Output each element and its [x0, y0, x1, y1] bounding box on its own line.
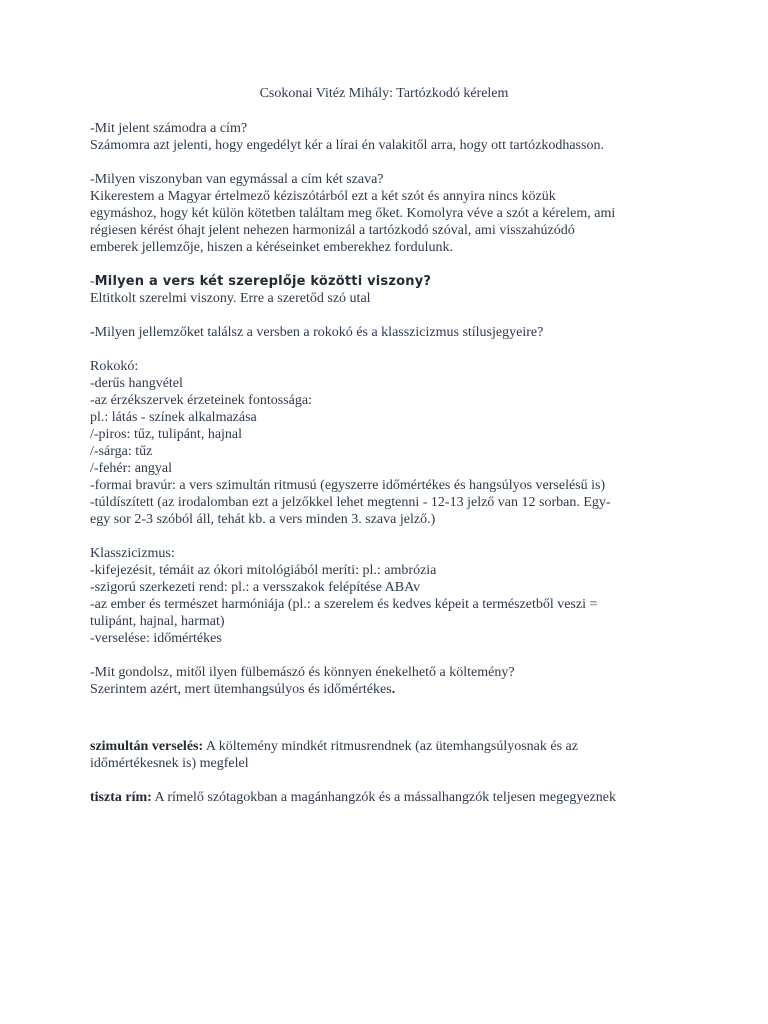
question-block-1	[90, 120, 690, 154]
document-body	[90, 120, 690, 806]
list-item: -az érzékszervek érzeteinek fontossága:	[90, 393, 312, 408]
question-1: -Mit jelent számodra a cím?	[90, 121, 248, 136]
list-item: egy sor 2-3 szóból áll, tehát kb. a vers minden 3. szava jelző.)	[90, 512, 436, 527]
klasszicizmus-heading: Klasszicizmus:	[90, 546, 175, 561]
question-4-text: Milyen jellemzőket találsz a versben a rokokó és a klasszicizmus stílusjegyeire?	[94, 325, 544, 340]
answer-5-text: Szerintem azért, mert ütemhangsúlyos és időmértékes	[90, 682, 392, 697]
list-item: -túldíszített (az irodalomban ezt a jelzőkkel lehet megtenni - 12-13 jelző van 12 sorban. Egy-	[90, 495, 611, 510]
answer-2-line-2: egymáshoz, hogy két külön kötetben találtam meg őket. Komolyra véve a szót a kérelem, ami	[90, 206, 616, 221]
question-5: -Mit gondolsz, mitől ilyen fülbemászó és könnyen énekelhető a költemény?	[90, 665, 515, 680]
list-item: /-piros: tűz, tulipánt, hajnal	[90, 427, 243, 442]
question-3-text: Milyen a vers két szereplője közötti viszony?	[94, 274, 432, 289]
list-item: -formai bravúr: a vers szimultán ritmusú (egyszerre időmértékes és hangsúlyos verselésű is)	[90, 478, 606, 493]
list-item: pl.: látás - színek alkalmazása	[90, 410, 257, 425]
list-item: -szigorú szerkezeti rend: pl.: a versszakok felépítése ABAv	[90, 580, 421, 595]
answer-2-line-4: emberek jellemzője, hiszen a kéréseinket emberekhez fordulunk.	[90, 240, 454, 255]
definition-text: A költemény mindkét ritmusrendnek (az ütemhangsúlyosnak és az	[203, 739, 578, 754]
list-item: -az ember és természet harmóniája (pl.: a szerelem és kedves képeit a természetből veszi =	[90, 597, 598, 612]
list-item: -verselése: időmértékes	[90, 631, 222, 646]
question-block-4	[90, 324, 690, 341]
list-item: tulipánt, hajnal, harmat)	[90, 614, 225, 629]
rokoko-section	[90, 358, 690, 528]
answer-5	[90, 681, 690, 698]
list-item: /-sárga: tűz	[90, 444, 153, 459]
list-item: -kifejezésit, témáit az ókori mitológiából meríti: pl.: ambrózia	[90, 563, 437, 578]
answer-1: Számomra azt jelenti, hogy engedélyt kér a lírai én valakitől arra, hogy ott tartózkodhasson.	[90, 138, 604, 153]
question-4-dash: -	[90, 325, 95, 340]
definition-term: tiszta rím:	[90, 790, 152, 805]
question-2: -Milyen viszonyban van egymással a cím két szava?	[90, 172, 384, 187]
list-item: -derűs hangvétel	[90, 376, 183, 391]
answer-2-line-3: régiesen kérést óhajt jelent nehezen harmonizál a tartózkodó szóval, ami visszahúzódó	[90, 223, 575, 238]
definition-term: szimultán verselés:	[90, 739, 204, 754]
question-4	[90, 324, 690, 341]
question-block-2	[90, 171, 690, 256]
document-title: Csokonai Vitéz Mihály: Tartózkodó kérelem	[259, 86, 509, 101]
answer-2-line-1: Kikerestem a Magyar értelmező kéziszótárból ezt a két szót és annyira nincs közük	[90, 189, 556, 204]
question-3	[90, 273, 690, 290]
definition-text: időmértékesnek is) megfelel	[90, 756, 249, 771]
answer-3: Eltitkolt szerelmi viszony. Erre a szeretőd szó utal	[90, 291, 371, 306]
list-item: /-fehér: angyal	[90, 461, 173, 476]
definition-simultaneous	[90, 738, 690, 772]
answer-5-end: .	[391, 682, 396, 697]
definition-pure-rhyme	[90, 789, 690, 806]
definition-text: A rímelő szótagokban a magánhangzók és a mássalhangzók teljesen megegyeznek	[151, 790, 616, 805]
question-block-5	[90, 664, 690, 698]
klasszicizmus-section	[90, 545, 690, 647]
rokoko-heading: Rokokó:	[90, 359, 139, 374]
question-block-3	[90, 273, 690, 307]
question-3-dash: -	[90, 274, 95, 289]
